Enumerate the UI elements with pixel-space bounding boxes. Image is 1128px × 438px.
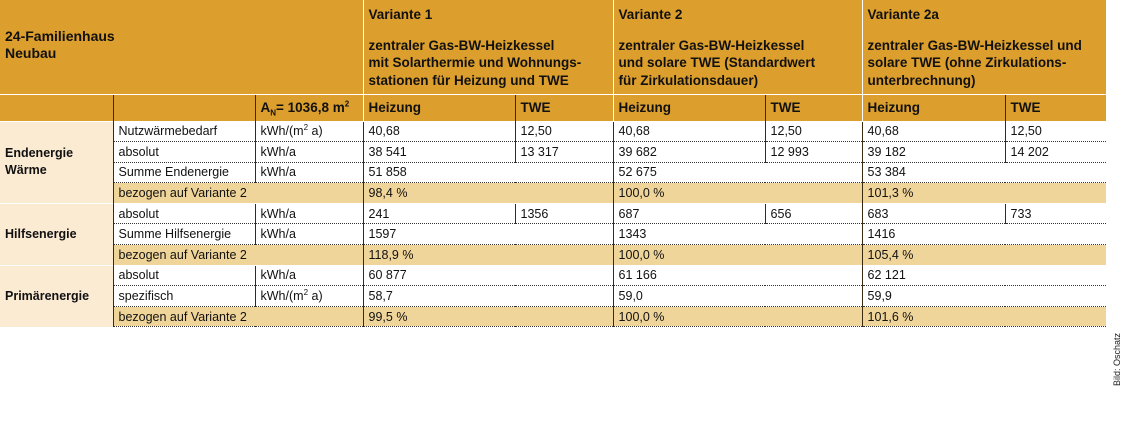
row-label: Summe Endenergie xyxy=(113,162,255,183)
group-label-endenergie: Endenergie Wärme xyxy=(0,121,113,203)
cell-v2-twe: 656 xyxy=(765,203,862,224)
variant-2-col-twe: TWE xyxy=(765,94,862,121)
variant-2-name: Variante 2 xyxy=(618,7,683,22)
row-unit: kWh/($m^2$ a) xyxy=(255,121,363,142)
cell-v2a-twe: 733 xyxy=(1005,203,1106,224)
group-label-primaerenergie: Primärenergie xyxy=(0,265,113,327)
cell-v2-relative: 100,0 % xyxy=(613,183,862,204)
row-label: bezogen auf Variante 2 xyxy=(113,306,363,327)
variant-2-desc-2: und solare TWE (Standardwert xyxy=(618,55,816,70)
variant-1-header xyxy=(363,0,613,94)
table-row xyxy=(0,224,1106,245)
area-label: $A_N= 1036,8$ $m^2$ xyxy=(255,94,363,121)
variant-2a-desc-3: unterbrechnung) xyxy=(867,72,976,88)
variant-1-desc-1: zentraler Gas-BW-Heizkessel xyxy=(368,37,555,53)
variant-2-desc-1: zentraler Gas-BW-Heizkessel xyxy=(618,37,805,53)
row-unit: kWh/a xyxy=(255,203,363,224)
building-title-line1: 24-Familienhaus xyxy=(5,28,115,44)
cell-v1-total: 1597 xyxy=(363,224,613,245)
cell-v2a-heating: 39 182 xyxy=(862,142,1005,163)
group-hilfsenergie xyxy=(0,203,1106,265)
row-label: bezogen auf Variante 2 xyxy=(113,183,363,204)
group-primaerenergie xyxy=(0,265,1106,327)
cell-v2-total: 1343 xyxy=(613,224,862,245)
cell-v2a-relative: 101,6 % xyxy=(862,306,1106,327)
row-label: spezifisch xyxy=(113,286,255,307)
variant-1-desc-3: stationen für Heizung und TWE xyxy=(368,72,569,88)
header-spacer xyxy=(0,94,113,121)
group-endenergie xyxy=(0,121,1106,203)
cell-v2-heating: 39 682 xyxy=(613,142,765,163)
table-row-relative xyxy=(0,183,1106,204)
cell-v2a-total: 1416 xyxy=(862,224,1106,245)
row-label: absolut xyxy=(113,142,255,163)
table-row xyxy=(0,121,1106,142)
cell-v1-heating: 38 541 xyxy=(363,142,515,163)
table-row xyxy=(0,142,1106,163)
variant-2a-header xyxy=(862,0,1106,94)
row-label: bezogen auf Variante 2 xyxy=(113,245,363,266)
cell-v2a-heating: 40,68 xyxy=(862,121,1005,142)
cell-v2-total: 52 675 xyxy=(613,162,862,183)
row-label: absolut xyxy=(113,203,255,224)
table-header xyxy=(0,0,1106,121)
variant-2a-name: Variante 2a xyxy=(867,7,939,22)
variant-2a-desc-1: zentraler Gas-BW-Heizkessel und xyxy=(867,37,1082,53)
row-unit: kWh/a xyxy=(255,142,363,163)
cell-v2-relative: 100,0 % xyxy=(613,306,862,327)
cell-v2a-specific: 59,9 xyxy=(862,286,1106,307)
cell-v2a-twe: 14 202 xyxy=(1005,142,1106,163)
cell-v2-heating: 40,68 xyxy=(613,121,765,142)
table-row xyxy=(0,265,1106,286)
row-unit: kWh/($m^2$ a) xyxy=(255,286,363,307)
table-row-relative xyxy=(0,245,1106,266)
image-credit xyxy=(1112,296,1126,386)
row-unit: kWh/a xyxy=(255,224,363,245)
cell-v2a-relative: 105,4 % xyxy=(862,245,1106,266)
table-row xyxy=(0,162,1106,183)
cell-v1-specific: 58,7 xyxy=(363,286,613,307)
table-row-relative xyxy=(0,306,1106,327)
variant-2-desc-3: für Zirkulationsdauer) xyxy=(618,72,759,88)
cell-v1-heating: 241 xyxy=(363,203,515,224)
variant-1-name: Variante 1 xyxy=(368,7,433,22)
table-row xyxy=(0,203,1106,224)
group-label-hilfsenergie: Hilfsenergie xyxy=(0,203,113,265)
cell-v1-relative: 99,5 % xyxy=(363,306,613,327)
row-label: Nutzwärmebedarf xyxy=(113,121,255,142)
header-spacer-2 xyxy=(113,94,255,121)
cell-v2-twe: 12,50 xyxy=(765,121,862,142)
table-row xyxy=(0,286,1106,307)
cell-v1-total: 51 858 xyxy=(363,162,613,183)
cell-v2a-twe: 12,50 xyxy=(1005,121,1106,142)
cell-v2-twe: 12 993 xyxy=(765,142,862,163)
cell-v2a-heating: 683 xyxy=(862,203,1005,224)
building-title xyxy=(0,0,363,94)
variant-2a-col-heating: Heizung xyxy=(862,94,1005,121)
cell-v1-twe: 1356 xyxy=(515,203,613,224)
variant-1-col-heating: Heizung xyxy=(363,94,515,121)
cell-v2a-relative: 101,3 % xyxy=(862,183,1106,204)
cell-v2a-total: 53 384 xyxy=(862,162,1106,183)
cell-v2a-absolute: 62 121 xyxy=(862,265,1106,286)
variant-2-header xyxy=(613,0,862,94)
cell-v1-absolute: 60 877 xyxy=(363,265,613,286)
cell-v2-relative: 100,0 % xyxy=(613,245,862,266)
cell-v2-heating: 687 xyxy=(613,203,765,224)
row-unit: kWh/a xyxy=(255,162,363,183)
cell-v2-specific: 59,0 xyxy=(613,286,862,307)
image-credit-text: Bild: Oschatz xyxy=(1112,332,1122,386)
variant-2a-desc-2: solare TWE (ohne Zirkulations- xyxy=(867,55,1067,70)
variant-2a-col-twe: TWE xyxy=(1005,94,1106,121)
cell-v1-twe: 13 317 xyxy=(515,142,613,163)
cell-v1-relative: 118,9 % xyxy=(363,245,613,266)
cell-v1-twe: 12,50 xyxy=(515,121,613,142)
variant-2-col-heating: Heizung xyxy=(613,94,765,121)
building-title-line2: Neubau xyxy=(5,45,57,61)
variant-1-desc-2: mit Solarthermie und Wohnungs- xyxy=(368,55,582,70)
variant-1-col-twe: TWE xyxy=(515,94,613,121)
row-label: Summe Hilfsenergie xyxy=(113,224,255,245)
row-unit: kWh/a xyxy=(255,265,363,286)
row-label: absolut xyxy=(113,265,255,286)
cell-v1-heating: 40,68 xyxy=(363,121,515,142)
cell-v2-absolute: 61 166 xyxy=(613,265,862,286)
cell-v1-relative: 98,4 % xyxy=(363,183,613,204)
